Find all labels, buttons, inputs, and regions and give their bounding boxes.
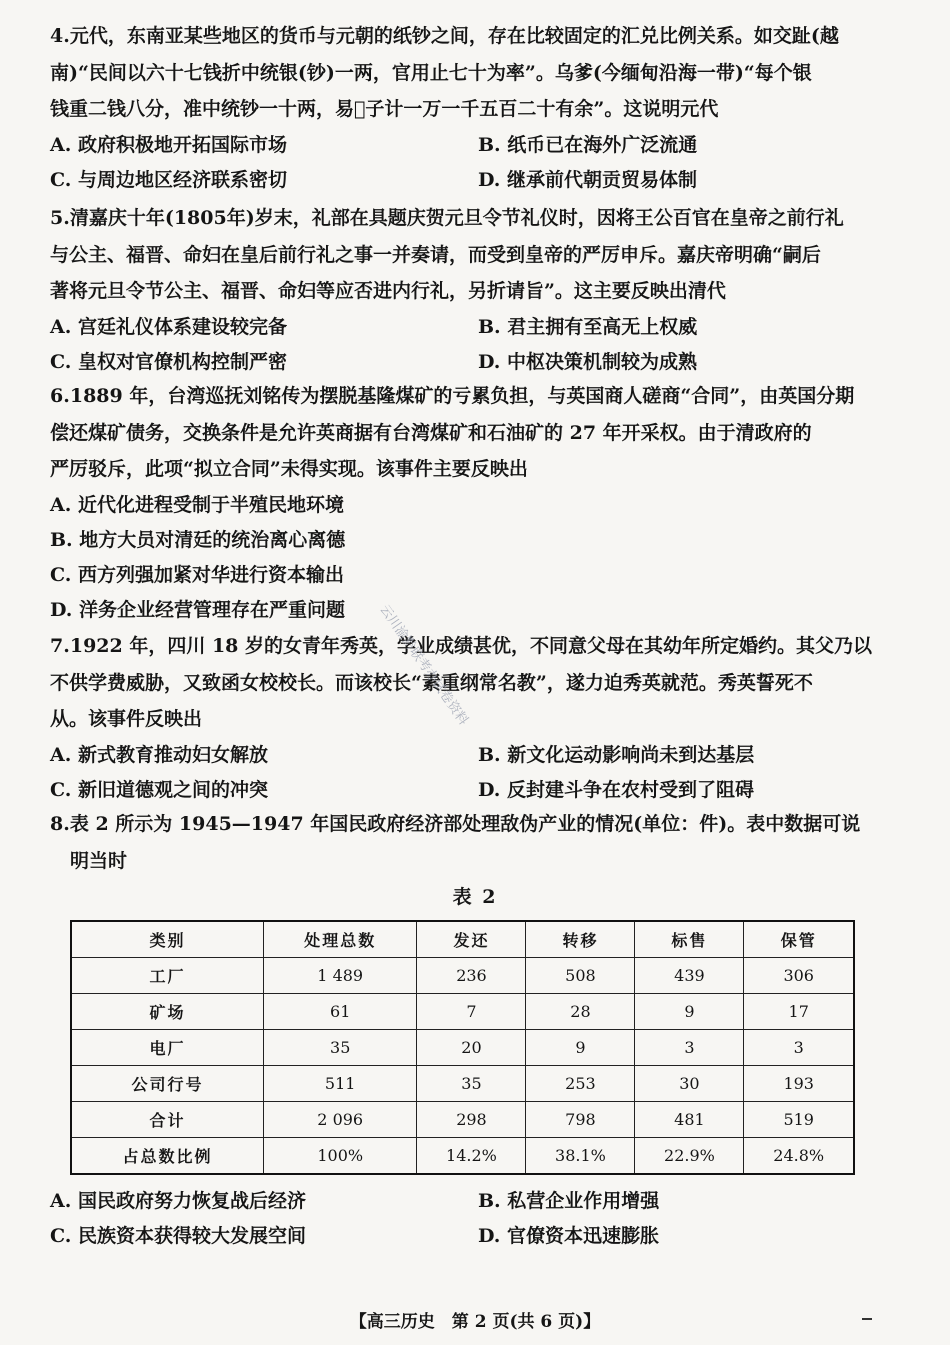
question-6 xyxy=(50,378,880,628)
table-cell: 38.1% xyxy=(526,1138,635,1175)
table-row xyxy=(71,1102,854,1138)
table-cell: 7 xyxy=(417,994,526,1030)
table-row xyxy=(71,1138,854,1175)
table-cell: 798 xyxy=(526,1102,635,1138)
options xyxy=(50,310,880,380)
option-c[interactable]: C. 西方列强加紧对华进行资本输出 xyxy=(50,563,345,586)
table-header-row xyxy=(71,921,854,958)
table-cell: 9 xyxy=(635,994,744,1030)
column-header: 保管 xyxy=(744,921,854,958)
table-cell: 508 xyxy=(526,958,635,994)
column-header: 类别 xyxy=(71,921,263,958)
table-cell: 236 xyxy=(417,958,526,994)
question-5 xyxy=(50,200,880,380)
stem-line: 元代，东南亚某些地区的货币与元朝的纸钞之间，存在比较固定的汇兑比例关系。如交趾(越 xyxy=(69,25,839,47)
question-number: 7. xyxy=(50,635,70,657)
corner-mark xyxy=(862,1318,872,1320)
stem-line: 表 2 所示为 1945—1947 年国民政府经济部处理敌伪产业的情况(单位：件)。表中数据可说 xyxy=(69,813,861,835)
table-row xyxy=(71,1066,854,1102)
option-b[interactable]: B. 地方大员对清廷的统治离心离德 xyxy=(50,528,346,551)
table-caption: 表 2 xyxy=(452,886,498,908)
table-cell: 28 xyxy=(526,994,635,1030)
option-b[interactable]: B. 纸币已在海外广泛流通 xyxy=(478,133,698,156)
stem-line: 清嘉庆十年(1805年)岁末，礼部在具题庆贺元旦令节礼仪时，因将王公百官在皇帝之前行礼 xyxy=(69,207,844,229)
question-number: 5. xyxy=(50,207,70,229)
option-d[interactable]: D. 官僚资本迅速膨胀 xyxy=(478,1225,660,1247)
question-stem xyxy=(50,18,880,128)
table-cell: 14.2% xyxy=(417,1138,526,1175)
table-cell: 253 xyxy=(526,1066,635,1102)
table-cell: 20 xyxy=(417,1030,526,1066)
column-header: 处理总数 xyxy=(263,921,417,958)
row-label: 工厂 xyxy=(71,958,263,994)
option-b[interactable]: B. 新文化运动影响尚未到达基层 xyxy=(478,743,755,766)
stem-line: 不供学费威胁，又致函女校校长。而该校长“素重纲常名教”，遂力迫秀英就范。秀英誓死不 xyxy=(50,671,813,694)
table-row xyxy=(71,1030,854,1066)
option-c[interactable]: C. 与周边地区经济联系密切 xyxy=(50,168,288,191)
row-label: 矿场 xyxy=(71,994,263,1030)
stem-line: 从。该事件反映出 xyxy=(50,708,203,730)
table-cell: 511 xyxy=(263,1066,417,1102)
question-4 xyxy=(50,18,880,198)
row-label: 电厂 xyxy=(71,1030,263,1066)
stem-line: 1889 年，台湾巡抚刘铭传为摆脱基隆煤矿的亏累负担，与英国商人磋商“合同”，由英国分期 xyxy=(69,385,855,407)
table-cell: 481 xyxy=(635,1102,744,1138)
question-number: 8. xyxy=(50,813,70,835)
row-label: 占总数比例 xyxy=(71,1138,263,1175)
stem-line: 钱重二钱八分，准中统钞一十两，易𧴩子计一万一千五百二十有余”。这说明元代 xyxy=(50,98,719,120)
table-cell: 3 xyxy=(635,1030,744,1066)
data-table xyxy=(70,920,855,1175)
table-cell: 35 xyxy=(263,1030,417,1066)
question-number: 4. xyxy=(50,25,70,47)
stem-line: 严厉驳斥，此项“拟立合同”未得实现。该事件主要反映出 xyxy=(50,458,528,480)
option-d[interactable]: D. 反封建斗争在农村受到了阻碍 xyxy=(478,778,755,801)
table-cell: 35 xyxy=(417,1066,526,1102)
table-cell: 298 xyxy=(417,1102,526,1138)
column-header: 标售 xyxy=(635,921,744,958)
option-c[interactable]: C. 民族资本获得较大发展空间 xyxy=(50,1225,307,1247)
table-cell: 193 xyxy=(744,1066,854,1102)
stem-line: 著将元旦令节公主、福晋、命妇等应否进内行礼，另折请旨”。这主要反映出清代 xyxy=(50,280,726,302)
stem-line: 偿还煤矿债务，交换条件是允许英商据有台湾煤矿和石油矿的 27 年开采权。由于清政府的 xyxy=(50,421,812,444)
question-stem xyxy=(50,378,880,488)
table-cell: 30 xyxy=(635,1066,744,1102)
question-stem xyxy=(50,806,880,879)
options xyxy=(50,128,880,198)
stem-line: 南)“民间以六十七钱折中统银(钞)一两，官用止七十为率”。乌爹(今缅甸沿海一带)“每个银 xyxy=(50,61,812,84)
question-8-options xyxy=(50,1184,880,1254)
option-a[interactable]: A. 国民政府努力恢复战后经济 xyxy=(50,1190,306,1212)
option-d[interactable]: D. 继承前代朝贡贸易体制 xyxy=(478,168,698,191)
question-number: 6. xyxy=(50,385,70,407)
row-label: 合计 xyxy=(71,1102,263,1138)
watermark: 云川渝黔联考办试卷资料 xyxy=(376,602,471,729)
option-c[interactable]: C. 新旧道德观之间的冲突 xyxy=(50,778,269,801)
stem-line: 1922 年，四川 18 岁的女青年秀英，学业成绩甚优，不同意父母在其幼年所定婚约。其父乃以 xyxy=(69,635,873,657)
row-label: 公司行号 xyxy=(71,1066,263,1102)
option-a[interactable]: A. 近代化进程受制于半殖民地环境 xyxy=(50,493,344,516)
option-d[interactable]: D. 洋务企业经营管理存在严重问题 xyxy=(50,598,346,621)
option-c[interactable]: C. 皇权对官僚机构控制严密 xyxy=(50,350,288,373)
options xyxy=(50,1184,880,1254)
option-d[interactable]: D. 中枢决策机制较为成熟 xyxy=(478,350,698,373)
option-b[interactable]: B. 私营企业作用增强 xyxy=(478,1190,660,1212)
table-cell: 22.9% xyxy=(635,1138,744,1175)
table-cell: 3 xyxy=(744,1030,854,1066)
page-footer: 【高三历史 第 2 页(共 6 页)】 xyxy=(349,1312,601,1332)
table-row xyxy=(71,994,854,1030)
table-cell: 9 xyxy=(526,1030,635,1066)
column-header: 转移 xyxy=(526,921,635,958)
table-cell: 100% xyxy=(263,1138,417,1175)
option-b[interactable]: B. 君主拥有至高无上权威 xyxy=(478,315,698,338)
table-cell: 439 xyxy=(635,958,744,994)
table-row xyxy=(71,958,854,994)
question-stem xyxy=(50,200,880,310)
question-8 xyxy=(50,806,880,879)
option-a[interactable]: A. 政府积极地开拓国际市场 xyxy=(50,133,287,156)
table-cell: 24.8% xyxy=(744,1138,854,1175)
options xyxy=(50,738,880,808)
table-cell: 1 489 xyxy=(263,958,417,994)
table-cell: 519 xyxy=(744,1102,854,1138)
table-cell: 17 xyxy=(744,994,854,1030)
table-cell: 2 096 xyxy=(263,1102,417,1138)
table-cell: 61 xyxy=(263,994,417,1030)
table-cell: 306 xyxy=(744,958,854,994)
option-a[interactable]: A. 新式教育推动妇女解放 xyxy=(50,743,268,766)
stem-line: 与公主、福晋、命妇在皇后前行礼之事一并奏请，而受到皇帝的严厉申斥。嘉庆帝明确“嗣后 xyxy=(50,243,821,266)
options xyxy=(50,488,880,628)
option-a[interactable]: A. 宫廷礼仪体系建设较完备 xyxy=(50,315,287,338)
stem-line: 明当时 xyxy=(70,849,128,872)
column-header: 发还 xyxy=(417,921,526,958)
